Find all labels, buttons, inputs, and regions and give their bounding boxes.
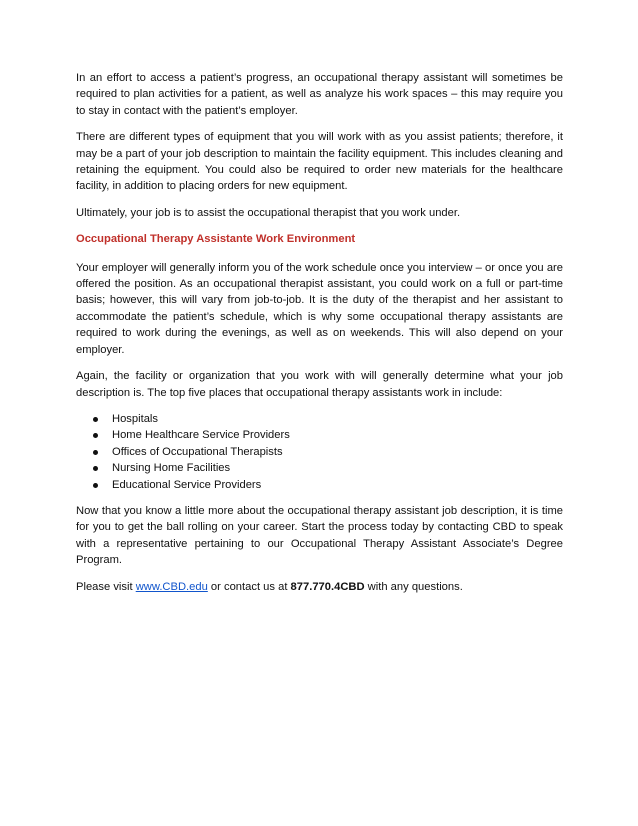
paragraph-work-schedule: Your employer will generally inform you of the work schedule once you interview – or once you are offered the position. As an occupational therapist assistant, you could work on a full or part-time basis; however, this will vary from job-to-job. It is the duty of the therapist and her assistant to accommodate the patient’s schedule, which is why some occupational therapy assistants are required to work during the evenings, as well as on weekends. This will also depend on your employer. [76,261,563,356]
website-link[interactable]: www.CBD.edu [135,580,208,593]
list-item-label: Hospitals [112,412,159,425]
list-item [76,411,563,427]
workplaces-list [76,411,563,493]
list-item-label: Home Healthcare Service Providers [112,429,290,442]
contact-prefix: Please visit [76,580,136,593]
paragraph-workplaces-intro: Again, the facility or organization that you work with will generally determine what your job description is. The top five places that occupational therapy assistants work in include: [76,370,563,399]
list-item-label: Offices of Occupational Therapists [112,445,283,458]
document-page [76,70,563,605]
paragraph-job-summary: Ultimately, your job is to assist the occupational therapist that you work under. [76,206,461,219]
list-item-label: Nursing Home Facilities [112,462,231,475]
bullet-icon [93,450,98,455]
bullet-icon [93,417,98,422]
list-item [76,477,563,493]
paragraph-progress: In an effort to access a patient’s progress, an occupational therapy assistant will sometimes be required to plan activities for a patient, as well as analyze his work spaces – this may require you to stay in contact with the patient’s employer. [76,72,563,117]
contact-middle: or contact us at [207,580,291,593]
list-item-label: Educational Service Providers [112,478,262,491]
section-heading: Occupational Therapy Assistante Work Environment [76,233,356,246]
bullet-icon [93,483,98,488]
list-item [76,427,563,443]
contact-suffix: with any questions. [364,580,463,593]
bullet-icon [93,433,98,438]
list-item [76,460,563,476]
list-item [76,444,563,460]
bullet-icon [93,466,98,471]
paragraph-contact [76,579,563,595]
phone-number: 877.770.4CBD [290,580,365,593]
paragraph-equipment: There are different types of equipment that you will work with as you assist patients; therefore, it may be a part of your job description to maintain the facility equipment. This includes cleaning and retaining the equipment. You could also be required to order new materials for the healthcare facility, in addition to placing orders for new equipment. [76,131,563,193]
paragraph-call-to-action: Now that you know a little more about the occupational therapy assistant job description, it is time for you to get the ball rolling on your career. Start the process today by contacting CBD to speak with a representative pertaining to our Occupational Therapy Assistant Associate’s Degree Program. [76,504,563,567]
